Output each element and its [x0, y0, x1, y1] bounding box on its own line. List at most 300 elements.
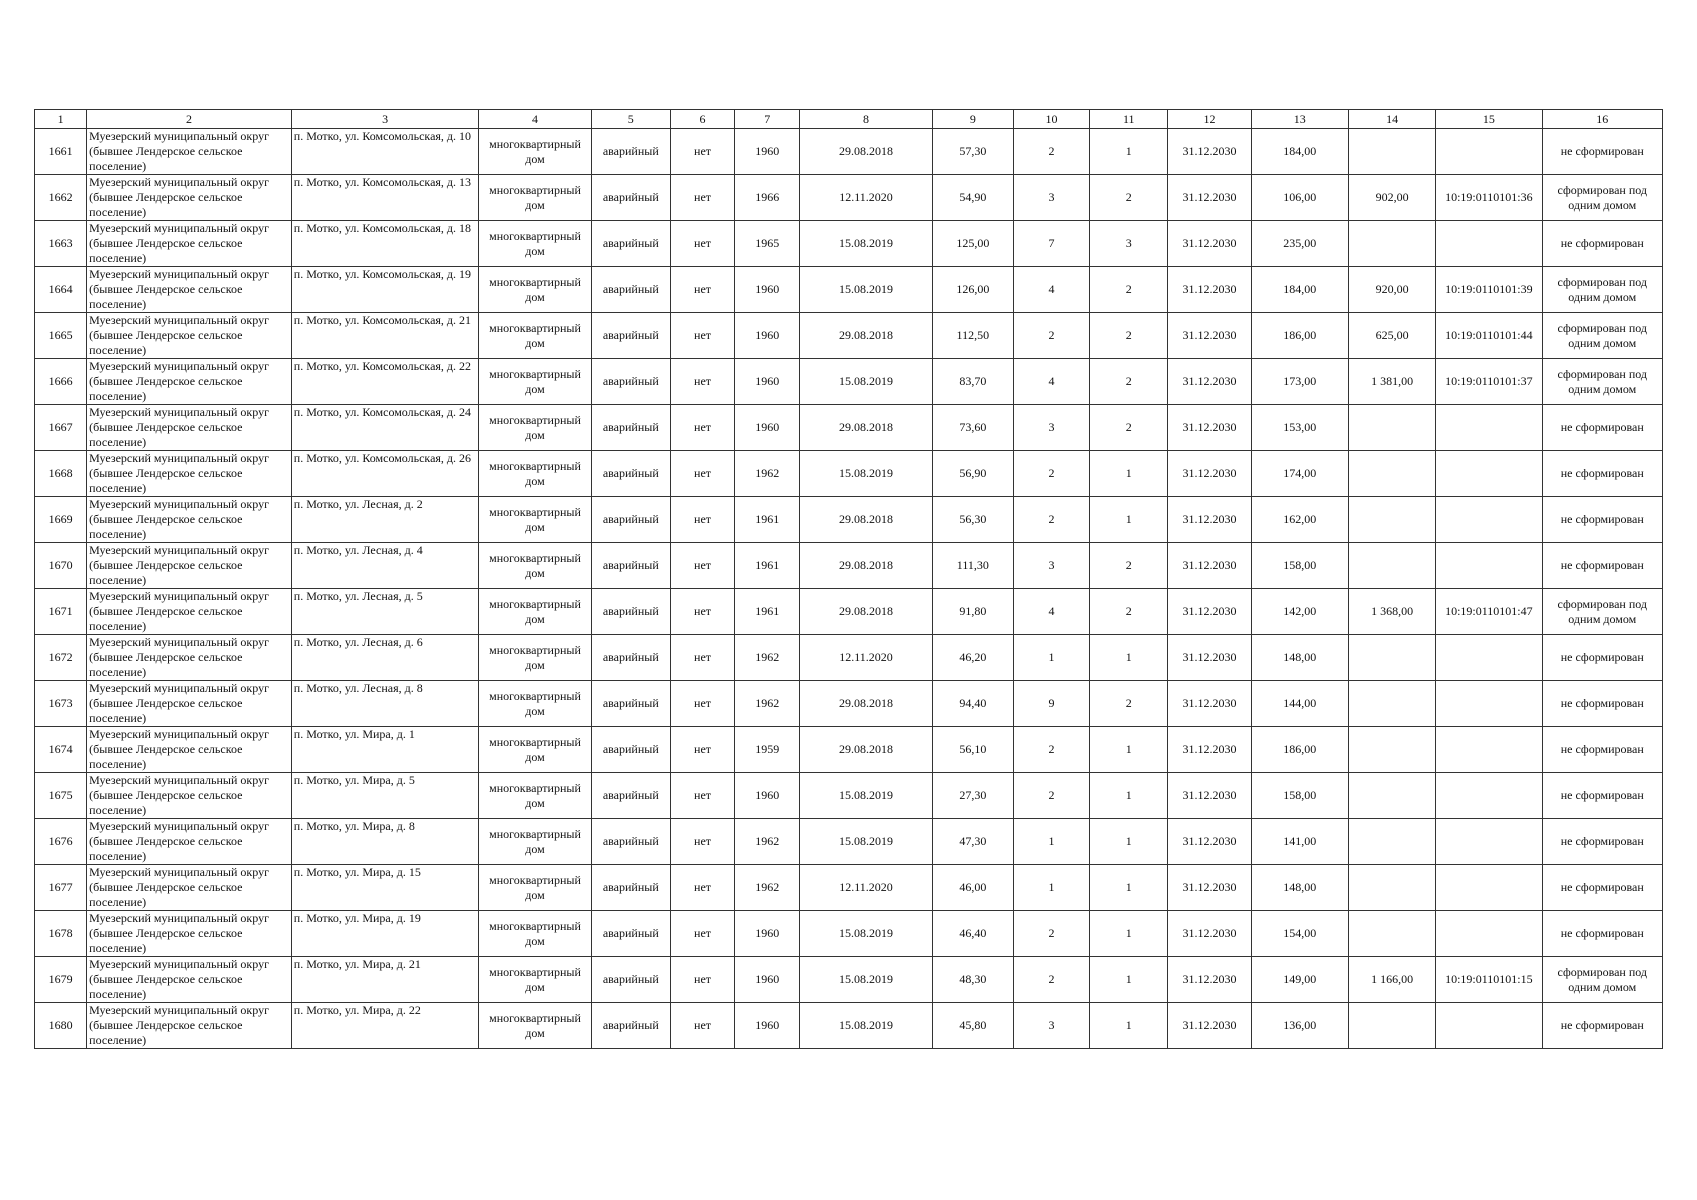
land-status-cell: не сформирован — [1542, 773, 1662, 819]
address-cell: п. Мотко, ул. Комсомольская, д. 13 — [291, 175, 479, 221]
district-cell: Муезерский муниципальный округ (бывшее Лендерское сельское поселение) — [87, 773, 292, 819]
land-area-cell — [1348, 635, 1435, 681]
year-built-cell: 1966 — [735, 175, 800, 221]
area-cell: 46,20 — [932, 635, 1013, 681]
cadastral-number-cell — [1436, 129, 1542, 175]
column-13-cell: 149,00 — [1251, 957, 1348, 1003]
cadastral-number-cell — [1436, 451, 1542, 497]
land-status-cell: не сформирован — [1542, 727, 1662, 773]
column-13-cell: 154,00 — [1251, 911, 1348, 957]
building-type-cell: многоквартирный дом — [479, 313, 591, 359]
column-10-cell: 4 — [1013, 267, 1089, 313]
recognition-date-cell: 15.08.2019 — [800, 773, 932, 819]
recognition-date-cell: 29.08.2018 — [800, 543, 932, 589]
flag-cell: нет — [670, 727, 734, 773]
land-area-cell — [1348, 543, 1435, 589]
flag-cell: нет — [670, 221, 734, 267]
condition-cell: аварийный — [591, 727, 670, 773]
flag-cell: нет — [670, 589, 734, 635]
column-number: 16 — [1542, 110, 1662, 129]
year-built-cell: 1962 — [735, 865, 800, 911]
column-number: 9 — [932, 110, 1013, 129]
column-10-cell: 7 — [1013, 221, 1089, 267]
address-cell: п. Мотко, ул. Комсомольская, д. 10 — [291, 129, 479, 175]
condition-cell: аварийный — [591, 405, 670, 451]
year-built-cell: 1965 — [735, 221, 800, 267]
column-10-cell: 2 — [1013, 773, 1089, 819]
column-number: 7 — [735, 110, 800, 129]
district-cell: Муезерский муниципальный округ (бывшее Лендерское сельское поселение) — [87, 451, 292, 497]
building-type-cell: многоквартирный дом — [479, 1003, 591, 1049]
column-10-cell: 2 — [1013, 129, 1089, 175]
year-built-cell: 1959 — [735, 727, 800, 773]
condition-cell: аварийный — [591, 129, 670, 175]
table-row — [35, 957, 1663, 1003]
land-area-cell — [1348, 405, 1435, 451]
land-status-cell: не сформирован — [1542, 865, 1662, 911]
column-11-cell: 2 — [1090, 359, 1168, 405]
year-built-cell: 1962 — [735, 681, 800, 727]
column-number-row — [35, 110, 1663, 129]
condition-cell: аварийный — [591, 589, 670, 635]
column-11-cell: 1 — [1090, 819, 1168, 865]
land-area-cell — [1348, 681, 1435, 727]
address-cell: п. Мотко, ул. Мира, д. 5 — [291, 773, 479, 819]
area-cell: 125,00 — [932, 221, 1013, 267]
column-13-cell: 235,00 — [1251, 221, 1348, 267]
building-type-cell: многоквартирный дом — [479, 175, 591, 221]
resettlement-deadline-cell: 31.12.2030 — [1168, 313, 1251, 359]
resettlement-deadline-cell: 31.12.2030 — [1168, 635, 1251, 681]
resettlement-deadline-cell: 31.12.2030 — [1168, 129, 1251, 175]
recognition-date-cell: 29.08.2018 — [800, 405, 932, 451]
building-type-cell: многоквартирный дом — [479, 543, 591, 589]
cadastral-number-cell — [1436, 773, 1542, 819]
land-status-cell: не сформирован — [1542, 497, 1662, 543]
column-11-cell: 1 — [1090, 497, 1168, 543]
resettlement-deadline-cell: 31.12.2030 — [1168, 497, 1251, 543]
district-cell: Муезерский муниципальный округ (бывшее Лендерское сельское поселение) — [87, 129, 292, 175]
land-area-cell: 1 381,00 — [1348, 359, 1435, 405]
district-cell: Муезерский муниципальный округ (бывшее Лендерское сельское поселение) — [87, 221, 292, 267]
address-cell: п. Мотко, ул. Мира, д. 15 — [291, 865, 479, 911]
column-10-cell: 3 — [1013, 543, 1089, 589]
year-built-cell: 1960 — [735, 911, 800, 957]
land-area-cell — [1348, 129, 1435, 175]
column-10-cell: 1 — [1013, 635, 1089, 681]
table-row — [35, 221, 1663, 267]
building-type-cell: многоквартирный дом — [479, 865, 591, 911]
row-number-cell: 1669 — [35, 497, 87, 543]
building-type-cell: многоквартирный дом — [479, 497, 591, 543]
resettlement-deadline-cell: 31.12.2030 — [1168, 451, 1251, 497]
area-cell: 56,90 — [932, 451, 1013, 497]
column-number: 4 — [479, 110, 591, 129]
resettlement-deadline-cell: 31.12.2030 — [1168, 681, 1251, 727]
area-cell: 46,00 — [932, 865, 1013, 911]
column-10-cell: 2 — [1013, 727, 1089, 773]
column-11-cell: 1 — [1090, 865, 1168, 911]
column-10-cell: 9 — [1013, 681, 1089, 727]
land-status-cell: не сформирован — [1542, 635, 1662, 681]
resettlement-deadline-cell: 31.12.2030 — [1168, 543, 1251, 589]
land-status-cell: сформирован под одним домом — [1542, 359, 1662, 405]
address-cell: п. Мотко, ул. Мира, д. 19 — [291, 911, 479, 957]
column-13-cell: 148,00 — [1251, 635, 1348, 681]
cadastral-number-cell — [1436, 1003, 1542, 1049]
area-cell: 73,60 — [932, 405, 1013, 451]
recognition-date-cell: 29.08.2018 — [800, 681, 932, 727]
cadastral-number-cell: 10:19:0110101:44 — [1436, 313, 1542, 359]
column-13-cell: 144,00 — [1251, 681, 1348, 727]
column-11-cell: 2 — [1090, 405, 1168, 451]
area-cell: 45,80 — [932, 1003, 1013, 1049]
cadastral-number-cell — [1436, 405, 1542, 451]
district-cell: Муезерский муниципальный округ (бывшее Лендерское сельское поселение) — [87, 313, 292, 359]
column-11-cell: 3 — [1090, 221, 1168, 267]
recognition-date-cell: 29.08.2018 — [800, 497, 932, 543]
land-status-cell: сформирован под одним домом — [1542, 313, 1662, 359]
resettlement-deadline-cell: 31.12.2030 — [1168, 1003, 1251, 1049]
column-13-cell: 173,00 — [1251, 359, 1348, 405]
area-cell: 56,30 — [932, 497, 1013, 543]
column-10-cell: 2 — [1013, 911, 1089, 957]
year-built-cell: 1962 — [735, 635, 800, 681]
area-cell: 94,40 — [932, 681, 1013, 727]
table-row — [35, 359, 1663, 405]
year-built-cell: 1960 — [735, 773, 800, 819]
resettlement-deadline-cell: 31.12.2030 — [1168, 957, 1251, 1003]
row-number-cell: 1680 — [35, 1003, 87, 1049]
address-cell: п. Мотко, ул. Мира, д. 21 — [291, 957, 479, 1003]
recognition-date-cell: 15.08.2019 — [800, 221, 932, 267]
column-11-cell: 2 — [1090, 175, 1168, 221]
district-cell: Муезерский муниципальный округ (бывшее Лендерское сельское поселение) — [87, 819, 292, 865]
cadastral-number-cell — [1436, 497, 1542, 543]
column-number: 10 — [1013, 110, 1089, 129]
area-cell: 112,50 — [932, 313, 1013, 359]
flag-cell: нет — [670, 819, 734, 865]
land-area-cell — [1348, 865, 1435, 911]
row-number-cell: 1664 — [35, 267, 87, 313]
building-type-cell: многоквартирный дом — [479, 221, 591, 267]
column-13-cell: 153,00 — [1251, 405, 1348, 451]
land-status-cell: не сформирован — [1542, 129, 1662, 175]
area-cell: 47,30 — [932, 819, 1013, 865]
row-number-cell: 1673 — [35, 681, 87, 727]
recognition-date-cell: 12.11.2020 — [800, 635, 932, 681]
table-row — [35, 773, 1663, 819]
flag-cell: нет — [670, 865, 734, 911]
column-number: 2 — [87, 110, 292, 129]
table-row — [35, 267, 1663, 313]
district-cell: Муезерский муниципальный округ (бывшее Лендерское сельское поселение) — [87, 635, 292, 681]
land-status-cell: не сформирован — [1542, 405, 1662, 451]
flag-cell: нет — [670, 313, 734, 359]
column-11-cell: 1 — [1090, 635, 1168, 681]
recognition-date-cell: 15.08.2019 — [800, 957, 932, 1003]
table-row — [35, 1003, 1663, 1049]
building-type-cell: многоквартирный дом — [479, 405, 591, 451]
table-row — [35, 543, 1663, 589]
column-13-cell: 186,00 — [1251, 313, 1348, 359]
row-number-cell: 1674 — [35, 727, 87, 773]
flag-cell: нет — [670, 497, 734, 543]
land-status-cell: не сформирован — [1542, 221, 1662, 267]
column-10-cell: 2 — [1013, 957, 1089, 1003]
year-built-cell: 1960 — [735, 267, 800, 313]
land-area-cell — [1348, 727, 1435, 773]
condition-cell: аварийный — [591, 911, 670, 957]
column-13-cell: 142,00 — [1251, 589, 1348, 635]
column-13-cell: 184,00 — [1251, 267, 1348, 313]
recognition-date-cell: 15.08.2019 — [800, 819, 932, 865]
land-area-cell: 625,00 — [1348, 313, 1435, 359]
year-built-cell: 1960 — [735, 129, 800, 175]
table-row — [35, 589, 1663, 635]
building-type-cell: многоквартирный дом — [479, 957, 591, 1003]
address-cell: п. Мотко, ул. Комсомольская, д. 19 — [291, 267, 479, 313]
year-built-cell: 1961 — [735, 543, 800, 589]
row-number-cell: 1670 — [35, 543, 87, 589]
column-10-cell: 1 — [1013, 865, 1089, 911]
year-built-cell: 1960 — [735, 957, 800, 1003]
address-cell: п. Мотко, ул. Комсомольская, д. 26 — [291, 451, 479, 497]
column-number: 6 — [670, 110, 734, 129]
row-number-cell: 1676 — [35, 819, 87, 865]
land-status-cell: сформирован под одним домом — [1542, 267, 1662, 313]
flag-cell: нет — [670, 773, 734, 819]
column-11-cell: 1 — [1090, 957, 1168, 1003]
column-11-cell: 2 — [1090, 589, 1168, 635]
table-row — [35, 405, 1663, 451]
resettlement-deadline-cell: 31.12.2030 — [1168, 819, 1251, 865]
flag-cell: нет — [670, 175, 734, 221]
row-number-cell: 1679 — [35, 957, 87, 1003]
land-area-cell — [1348, 1003, 1435, 1049]
land-area-cell: 920,00 — [1348, 267, 1435, 313]
condition-cell: аварийный — [591, 1003, 670, 1049]
address-cell: п. Мотко, ул. Мира, д. 1 — [291, 727, 479, 773]
column-11-cell: 1 — [1090, 1003, 1168, 1049]
row-number-cell: 1675 — [35, 773, 87, 819]
recognition-date-cell: 12.11.2020 — [800, 865, 932, 911]
land-area-cell: 902,00 — [1348, 175, 1435, 221]
cadastral-number-cell — [1436, 543, 1542, 589]
building-type-cell: многоквартирный дом — [479, 359, 591, 405]
area-cell: 54,90 — [932, 175, 1013, 221]
cadastral-number-cell: 10:19:0110101:36 — [1436, 175, 1542, 221]
land-area-cell — [1348, 773, 1435, 819]
land-status-cell: не сформирован — [1542, 543, 1662, 589]
flag-cell: нет — [670, 681, 734, 727]
year-built-cell: 1960 — [735, 313, 800, 359]
recognition-date-cell: 29.08.2018 — [800, 313, 932, 359]
district-cell: Муезерский муниципальный округ (бывшее Лендерское сельское поселение) — [87, 405, 292, 451]
condition-cell: аварийный — [591, 865, 670, 911]
address-cell: п. Мотко, ул. Лесная, д. 5 — [291, 589, 479, 635]
recognition-date-cell: 15.08.2019 — [800, 1003, 932, 1049]
building-type-cell: многоквартирный дом — [479, 819, 591, 865]
district-cell: Муезерский муниципальный округ (бывшее Лендерское сельское поселение) — [87, 267, 292, 313]
recognition-date-cell: 15.08.2019 — [800, 359, 932, 405]
condition-cell: аварийный — [591, 267, 670, 313]
building-type-cell: многоквартирный дом — [479, 635, 591, 681]
year-built-cell: 1960 — [735, 359, 800, 405]
column-13-cell: 174,00 — [1251, 451, 1348, 497]
column-13-cell: 184,00 — [1251, 129, 1348, 175]
address-cell: п. Мотко, ул. Мира, д. 22 — [291, 1003, 479, 1049]
table-row — [35, 819, 1663, 865]
address-cell: п. Мотко, ул. Комсомольская, д. 24 — [291, 405, 479, 451]
flag-cell: нет — [670, 405, 734, 451]
condition-cell: аварийный — [591, 313, 670, 359]
land-area-cell: 1 368,00 — [1348, 589, 1435, 635]
building-type-cell: многоквартирный дом — [479, 589, 591, 635]
column-number: 3 — [291, 110, 479, 129]
flag-cell: нет — [670, 911, 734, 957]
resettlement-deadline-cell: 31.12.2030 — [1168, 221, 1251, 267]
address-cell: п. Мотко, ул. Комсомольская, д. 22 — [291, 359, 479, 405]
cadastral-number-cell — [1436, 681, 1542, 727]
row-number-cell: 1671 — [35, 589, 87, 635]
area-cell: 91,80 — [932, 589, 1013, 635]
resettlement-deadline-cell: 31.12.2030 — [1168, 911, 1251, 957]
cadastral-number-cell — [1436, 911, 1542, 957]
column-13-cell: 136,00 — [1251, 1003, 1348, 1049]
year-built-cell: 1960 — [735, 1003, 800, 1049]
row-number-cell: 1666 — [35, 359, 87, 405]
year-built-cell: 1962 — [735, 451, 800, 497]
condition-cell: аварийный — [591, 543, 670, 589]
column-number: 15 — [1436, 110, 1542, 129]
building-type-cell: многоквартирный дом — [479, 911, 591, 957]
land-area-cell — [1348, 911, 1435, 957]
year-built-cell: 1962 — [735, 819, 800, 865]
flag-cell: нет — [670, 267, 734, 313]
resettlement-deadline-cell: 31.12.2030 — [1168, 727, 1251, 773]
cadastral-number-cell: 10:19:0110101:39 — [1436, 267, 1542, 313]
resettlement-deadline-cell: 31.12.2030 — [1168, 359, 1251, 405]
table-row — [35, 175, 1663, 221]
column-11-cell: 2 — [1090, 267, 1168, 313]
column-11-cell: 1 — [1090, 129, 1168, 175]
column-13-cell: 186,00 — [1251, 727, 1348, 773]
land-status-cell: не сформирован — [1542, 451, 1662, 497]
column-number: 12 — [1168, 110, 1251, 129]
column-10-cell: 3 — [1013, 1003, 1089, 1049]
area-cell: 111,30 — [932, 543, 1013, 589]
table-row — [35, 727, 1663, 773]
table-row — [35, 497, 1663, 543]
land-status-cell: не сформирован — [1542, 911, 1662, 957]
district-cell: Муезерский муниципальный округ (бывшее Лендерское сельское поселение) — [87, 589, 292, 635]
recognition-date-cell: 12.11.2020 — [800, 175, 932, 221]
land-status-cell: сформирован под одним домом — [1542, 175, 1662, 221]
row-number-cell: 1672 — [35, 635, 87, 681]
column-number: 1 — [35, 110, 87, 129]
column-13-cell: 162,00 — [1251, 497, 1348, 543]
column-number: 8 — [800, 110, 932, 129]
cadastral-number-cell — [1436, 865, 1542, 911]
resettlement-deadline-cell: 31.12.2030 — [1168, 589, 1251, 635]
resettlement-deadline-cell: 31.12.2030 — [1168, 267, 1251, 313]
column-number: 13 — [1251, 110, 1348, 129]
column-10-cell: 3 — [1013, 175, 1089, 221]
column-11-cell: 1 — [1090, 911, 1168, 957]
table-row — [35, 129, 1663, 175]
flag-cell: нет — [670, 359, 734, 405]
land-status-cell: сформирован под одним домом — [1542, 957, 1662, 1003]
cadastral-number-cell: 10:19:0110101:37 — [1436, 359, 1542, 405]
flag-cell: нет — [670, 635, 734, 681]
flag-cell: нет — [670, 129, 734, 175]
column-number: 14 — [1348, 110, 1435, 129]
column-13-cell: 148,00 — [1251, 865, 1348, 911]
district-cell: Муезерский муниципальный округ (бывшее Лендерское сельское поселение) — [87, 543, 292, 589]
address-cell: п. Мотко, ул. Лесная, д. 2 — [291, 497, 479, 543]
building-type-cell: многоквартирный дом — [479, 267, 591, 313]
cadastral-number-cell — [1436, 727, 1542, 773]
address-cell: п. Мотко, ул. Лесная, д. 6 — [291, 635, 479, 681]
column-11-cell: 1 — [1090, 727, 1168, 773]
resettlement-deadline-cell: 31.12.2030 — [1168, 405, 1251, 451]
row-number-cell: 1677 — [35, 865, 87, 911]
year-built-cell: 1961 — [735, 589, 800, 635]
column-13-cell: 158,00 — [1251, 543, 1348, 589]
condition-cell: аварийный — [591, 635, 670, 681]
column-13-cell: 141,00 — [1251, 819, 1348, 865]
address-cell: п. Мотко, ул. Комсомольская, д. 18 — [291, 221, 479, 267]
building-type-cell: многоквартирный дом — [479, 727, 591, 773]
column-11-cell: 2 — [1090, 681, 1168, 727]
year-built-cell: 1960 — [735, 405, 800, 451]
table-row — [35, 865, 1663, 911]
row-number-cell: 1668 — [35, 451, 87, 497]
land-status-cell: сформирован под одним домом — [1542, 589, 1662, 635]
address-cell: п. Мотко, ул. Лесная, д. 8 — [291, 681, 479, 727]
building-type-cell: многоквартирный дом — [479, 451, 591, 497]
row-number-cell: 1665 — [35, 313, 87, 359]
condition-cell: аварийный — [591, 819, 670, 865]
land-status-cell: не сформирован — [1542, 681, 1662, 727]
district-cell: Муезерский муниципальный округ (бывшее Лендерское сельское поселение) — [87, 957, 292, 1003]
building-type-cell: многоквартирный дом — [479, 773, 591, 819]
land-area-cell — [1348, 221, 1435, 267]
column-number: 11 — [1090, 110, 1168, 129]
address-cell: п. Мотко, ул. Лесная, д. 4 — [291, 543, 479, 589]
recognition-date-cell: 29.08.2018 — [800, 727, 932, 773]
district-cell: Муезерский муниципальный округ (бывшее Лендерское сельское поселение) — [87, 1003, 292, 1049]
column-11-cell: 2 — [1090, 543, 1168, 589]
cadastral-number-cell — [1436, 635, 1542, 681]
district-cell: Муезерский муниципальный округ (бывшее Лендерское сельское поселение) — [87, 497, 292, 543]
condition-cell: аварийный — [591, 773, 670, 819]
district-cell: Муезерский муниципальный округ (бывшее Лендерское сельское поселение) — [87, 175, 292, 221]
area-cell: 126,00 — [932, 267, 1013, 313]
condition-cell: аварийный — [591, 497, 670, 543]
area-cell: 57,30 — [932, 129, 1013, 175]
area-cell: 48,30 — [932, 957, 1013, 1003]
district-cell: Муезерский муниципальный округ (бывшее Лендерское сельское поселение) — [87, 359, 292, 405]
table-row — [35, 681, 1663, 727]
column-11-cell: 1 — [1090, 451, 1168, 497]
table-row — [35, 635, 1663, 681]
area-cell: 46,40 — [932, 911, 1013, 957]
district-cell: Муезерский муниципальный округ (бывшее Лендерское сельское поселение) — [87, 727, 292, 773]
recognition-date-cell: 15.08.2019 — [800, 911, 932, 957]
condition-cell: аварийный — [591, 957, 670, 1003]
